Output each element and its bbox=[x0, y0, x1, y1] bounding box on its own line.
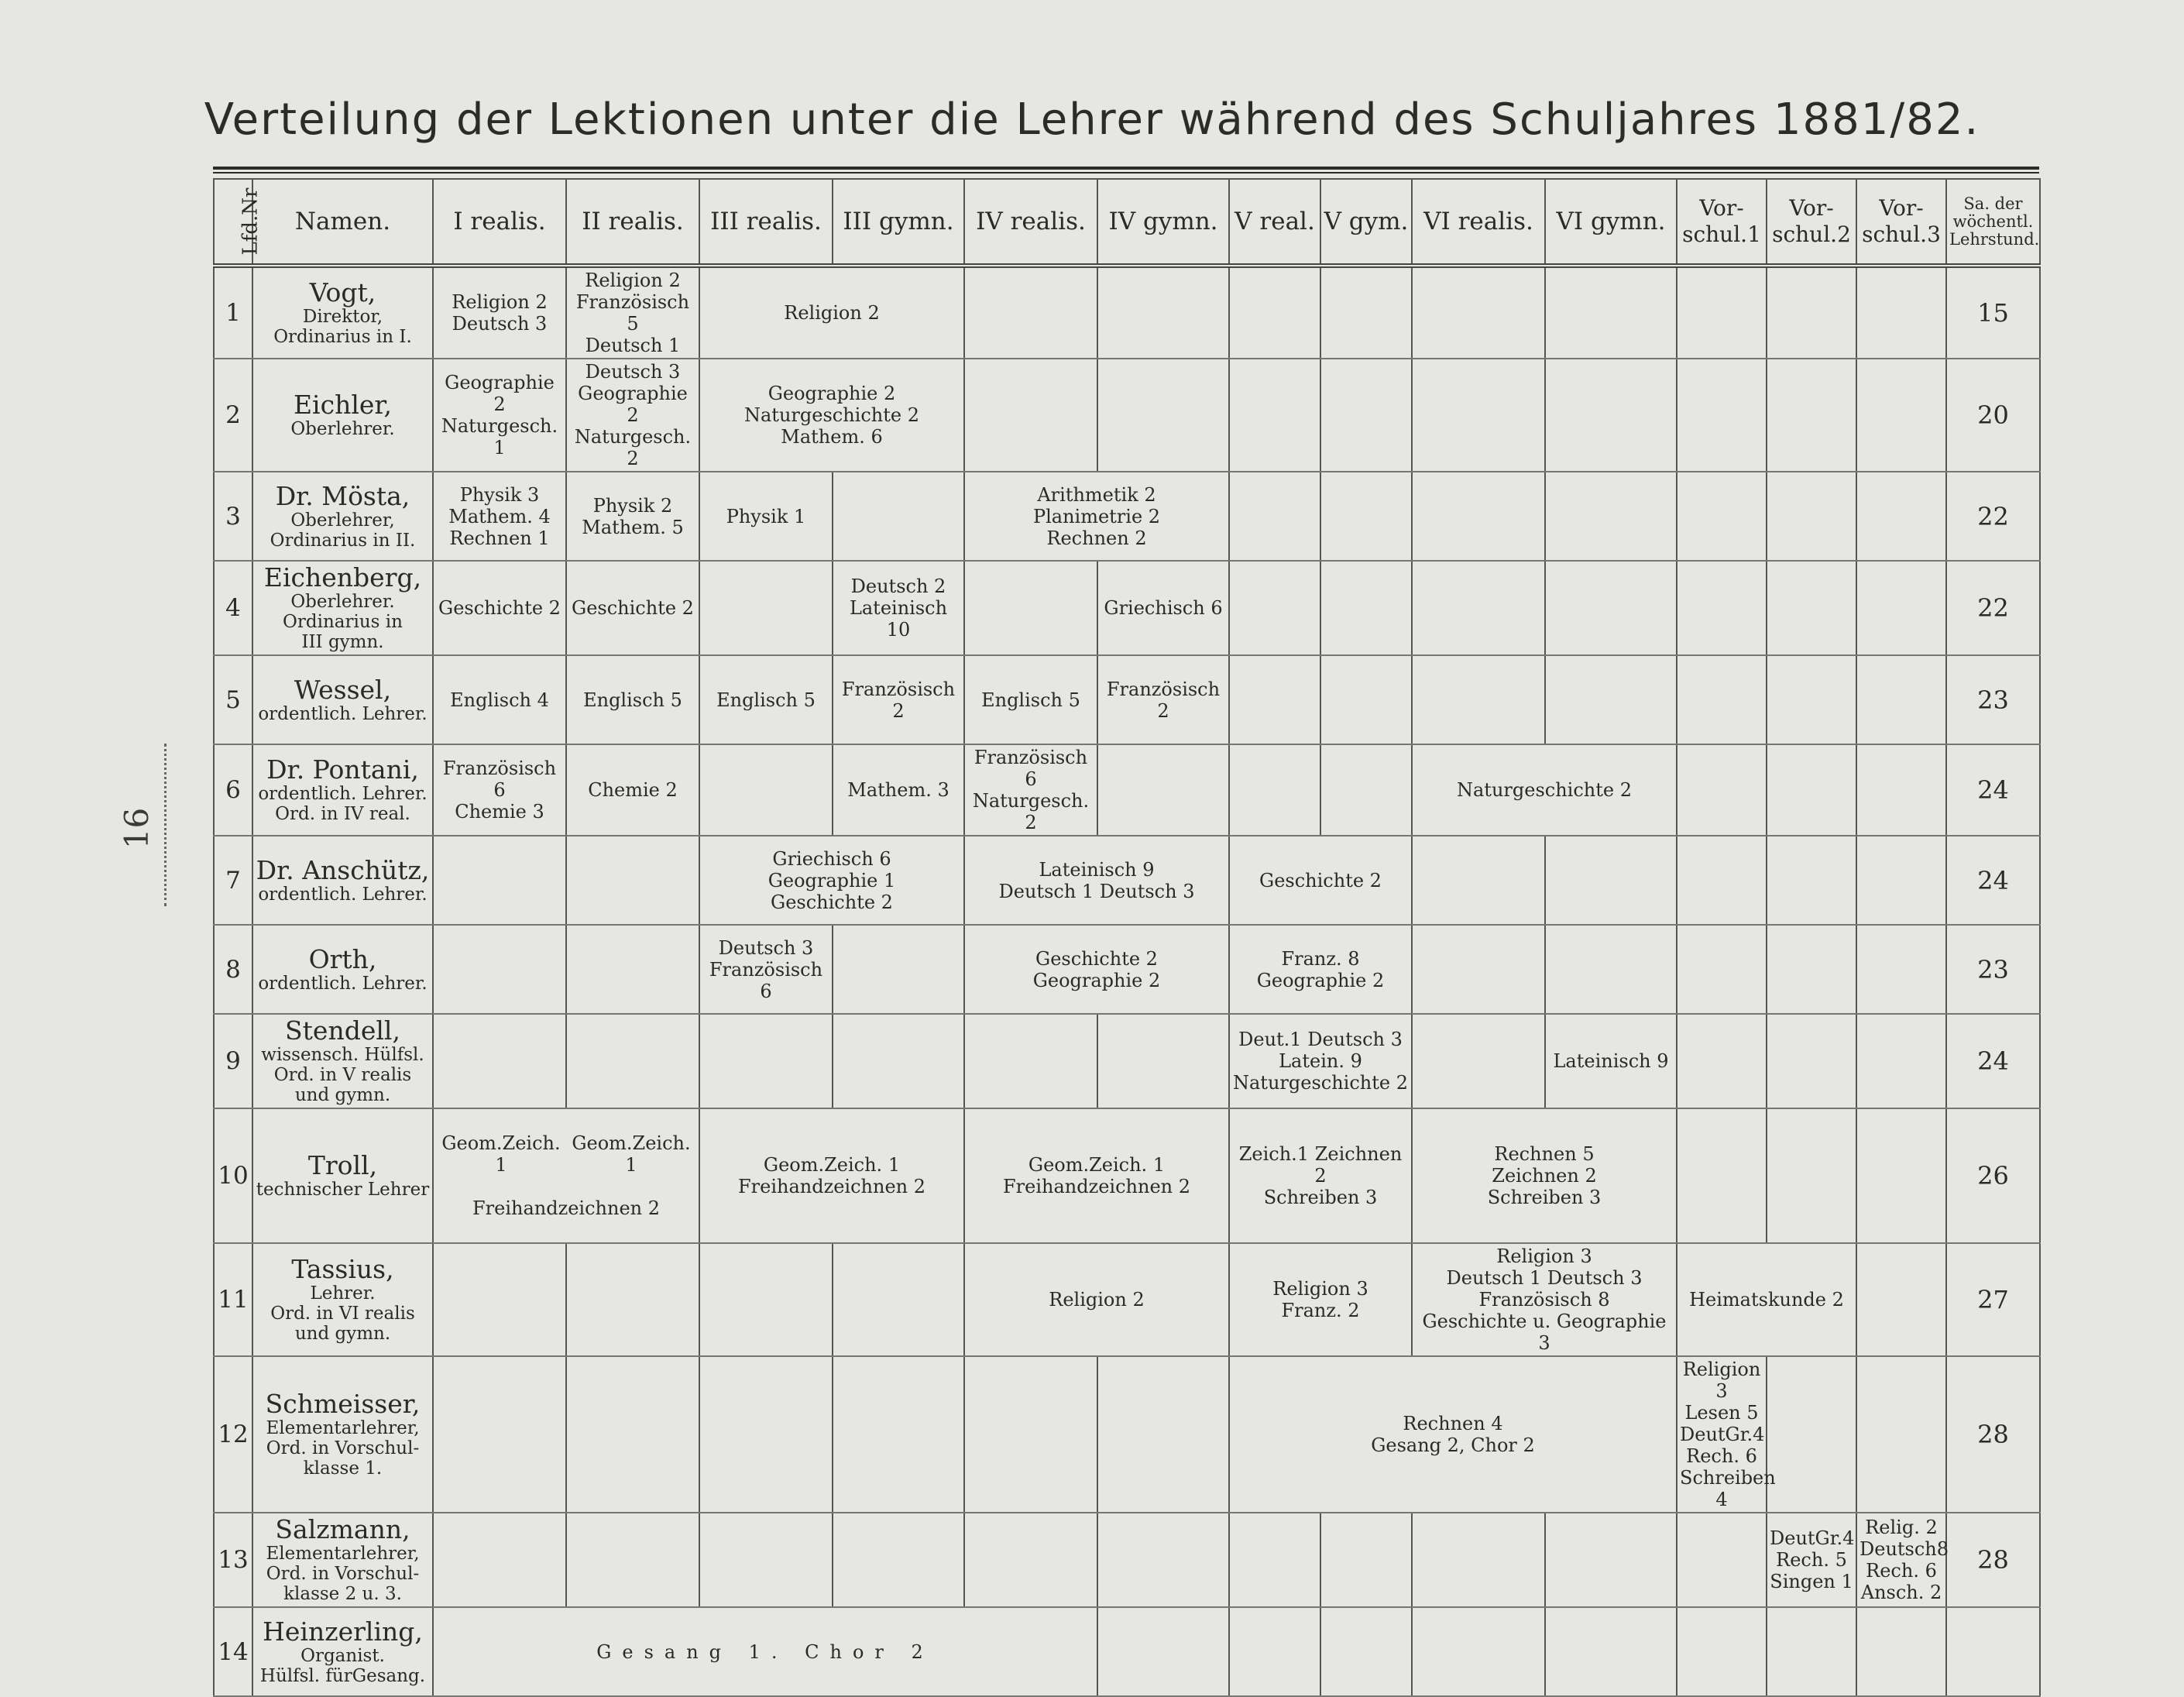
cell-iii-gymn: Mathem. 3 bbox=[833, 744, 964, 836]
teacher-desc: Oberlehrer. Ordinarius in III gymn. bbox=[283, 592, 403, 652]
cell-empty bbox=[1856, 561, 1946, 655]
cell-empty bbox=[1229, 561, 1320, 655]
cell-empty bbox=[1677, 561, 1767, 655]
cell-empty bbox=[1767, 655, 1856, 744]
cell-empty bbox=[1767, 472, 1856, 561]
cell-empty bbox=[833, 1513, 964, 1607]
cell-empty bbox=[566, 925, 699, 1014]
cell-empty bbox=[1412, 1513, 1545, 1607]
row-number: 4 bbox=[214, 561, 252, 655]
margin-ornament bbox=[164, 744, 173, 906]
teacher-cell bbox=[252, 744, 433, 836]
col-header-namen: Namen. bbox=[252, 179, 433, 266]
cell-vorschul1: Religion 3 Lesen 5 DeutGr.4 Rech. 6 Schreiben 4 bbox=[1677, 1356, 1767, 1513]
teacher-desc: ordentlich. Lehrer. bbox=[258, 703, 428, 724]
cell-empty bbox=[699, 1356, 833, 1513]
cell-empty bbox=[833, 1243, 964, 1356]
cell-ii-realis: Geom.Zeich. 1 bbox=[572, 1132, 691, 1176]
cell-empty bbox=[1412, 359, 1545, 472]
col-header-v-gym: V gym. bbox=[1320, 179, 1412, 266]
cell-empty bbox=[1229, 744, 1320, 836]
total-hours: 22 bbox=[1946, 561, 2040, 655]
total-hours: 20 bbox=[1946, 359, 2040, 472]
row-number: 3 bbox=[214, 472, 252, 561]
teacher-name: Troll, bbox=[307, 1150, 378, 1180]
col-header-i-realis: I realis. bbox=[433, 179, 566, 266]
cell-empty bbox=[566, 836, 699, 925]
cell-empty bbox=[1856, 1356, 1946, 1513]
col-header-summe: Sa. der wöchentl. Lehrstund. bbox=[1946, 179, 2040, 266]
table-row bbox=[214, 266, 2040, 359]
cell-empty bbox=[1767, 266, 1856, 359]
cell-empty bbox=[433, 1356, 566, 1513]
cell-vorschul3: Relig. 2 Deutsch8 Rech. 6 Ansch. 2 bbox=[1856, 1513, 1946, 1607]
cell-empty bbox=[1229, 1513, 1320, 1607]
table-row bbox=[214, 1014, 2040, 1108]
cell-ii-realis: Physik 2 Mathem. 5 bbox=[566, 472, 699, 561]
teacher-desc: Oberlehrer, Ordinarius in II. bbox=[270, 510, 416, 551]
teacher-cell bbox=[252, 836, 433, 925]
cell-empty bbox=[1320, 266, 1412, 359]
teacher-name: Eichler, bbox=[293, 390, 393, 420]
teacher-desc: Direktor, Ordinarius in I. bbox=[273, 307, 412, 347]
row-number: 10 bbox=[214, 1108, 252, 1243]
col-header-vorschul2: Vor- schul.2 bbox=[1767, 179, 1856, 266]
cell-empty bbox=[699, 561, 833, 655]
cell-empty bbox=[1767, 359, 1856, 472]
freihand-shared: Freihandzeichnen 2 bbox=[472, 1197, 661, 1219]
cell-empty bbox=[1412, 1014, 1545, 1108]
cell-empty bbox=[1229, 359, 1320, 472]
teacher-desc: ordentlich. Lehrer. bbox=[258, 884, 428, 905]
teacher-cell bbox=[252, 1607, 433, 1696]
teacher-name: Dr. Pontani, bbox=[266, 754, 419, 785]
cell-empty bbox=[1097, 1607, 1229, 1696]
cell-empty bbox=[1677, 1513, 1767, 1607]
cell-ii-realis: Englisch 5 bbox=[566, 655, 699, 744]
teacher-desc: Oberlehrer. bbox=[290, 419, 395, 439]
total-hours: 24 bbox=[1946, 836, 2040, 925]
cell-empty bbox=[1097, 1356, 1229, 1513]
table-row bbox=[214, 561, 2040, 655]
page-title: Verteilung der Lektionen unter die Lehrer während des Schuljahres 1881/82. bbox=[204, 94, 1980, 145]
cell-empty bbox=[1412, 655, 1545, 744]
cell-empty bbox=[1677, 1607, 1767, 1696]
cell-empty bbox=[1097, 1014, 1229, 1108]
cell-empty bbox=[833, 1356, 964, 1513]
row-number: 13 bbox=[214, 1513, 252, 1607]
cell-v: Deut.1 Deutsch 3 Latein. 9 Naturgeschichte 2 bbox=[1229, 1014, 1412, 1108]
teacher-cell bbox=[252, 655, 433, 744]
cell-empty bbox=[1545, 359, 1677, 472]
cell-i-realis: Religion 2 Deutsch 3 bbox=[433, 266, 566, 359]
cell-iv-realis: Englisch 5 bbox=[964, 655, 1097, 744]
table-row bbox=[214, 1356, 2040, 1513]
cell-empty bbox=[1320, 744, 1412, 836]
cell-empty bbox=[1767, 744, 1856, 836]
cell-empty bbox=[1767, 1108, 1856, 1243]
table-row bbox=[214, 655, 2040, 744]
page-number: 16 bbox=[118, 807, 156, 850]
teacher-desc: wissensch. Hülfsl. Ord. in V realis und gymn. bbox=[261, 1045, 424, 1105]
row-number: 9 bbox=[214, 1014, 252, 1108]
cell-i-realis: Physik 3 Mathem. 4 Rechnen 1 bbox=[433, 472, 566, 561]
table-row bbox=[214, 1513, 2040, 1607]
teacher-name: Wessel, bbox=[294, 674, 392, 705]
cell-empty bbox=[1412, 1607, 1545, 1696]
cell-empty bbox=[964, 1014, 1097, 1108]
cell-empty bbox=[699, 1243, 833, 1356]
cell-empty bbox=[1320, 1607, 1412, 1696]
cell-empty bbox=[1229, 266, 1320, 359]
cell-i-realis: Englisch 4 bbox=[433, 655, 566, 744]
cell-empty bbox=[566, 1014, 699, 1108]
cell-empty bbox=[964, 561, 1097, 655]
row-number: 5 bbox=[214, 655, 252, 744]
cell-empty bbox=[833, 1014, 964, 1108]
cell-empty bbox=[1545, 561, 1677, 655]
total-hours: 23 bbox=[1946, 655, 2040, 744]
cell-v: Religion 3 Franz. 2 bbox=[1229, 1243, 1412, 1356]
cell-empty bbox=[833, 472, 964, 561]
teacher-cell bbox=[252, 472, 433, 561]
geom-row bbox=[436, 1132, 696, 1176]
cell-empty bbox=[1767, 1356, 1856, 1513]
teacher-cell bbox=[252, 1513, 433, 1607]
cell-empty bbox=[1856, 1014, 1946, 1108]
cell-empty bbox=[1767, 1607, 1856, 1696]
table-row bbox=[214, 925, 2040, 1014]
cell-empty bbox=[1677, 925, 1767, 1014]
teacher-desc: Organist. Hülfsl. fürGesang. bbox=[259, 1645, 426, 1686]
cell-vi: Rechnen 5 Zeichnen 2 Schreiben 3 bbox=[1412, 1108, 1677, 1243]
cell-empty bbox=[1767, 1014, 1856, 1108]
total-hours: 26 bbox=[1946, 1108, 2040, 1243]
cell-empty bbox=[1320, 1513, 1412, 1607]
col-header-vi-gymn: VI gymn. bbox=[1545, 179, 1677, 266]
cell-empty bbox=[1545, 1513, 1677, 1607]
cell-empty bbox=[964, 1356, 1097, 1513]
cell-i-realis: Geschichte 2 bbox=[433, 561, 566, 655]
teacher-desc: technischer Lehrer bbox=[256, 1180, 430, 1200]
cell-empty bbox=[1677, 655, 1767, 744]
cell-ii-realis: Religion 2 Französisch 5 Deutsch 1 bbox=[566, 266, 699, 359]
cell-empty bbox=[1097, 266, 1229, 359]
teacher-cell bbox=[252, 1356, 433, 1513]
cell-v: Zeich.1 Zeichnen 2 Schreiben 3 bbox=[1229, 1108, 1412, 1243]
row-number: 11 bbox=[214, 1243, 252, 1356]
col-header-iii-realis: III realis. bbox=[699, 179, 833, 266]
teacher-name: Vogt, bbox=[309, 277, 376, 307]
col-header-v-real: V real. bbox=[1229, 179, 1320, 266]
teacher-cell bbox=[252, 561, 433, 655]
cell-i-realis: Geographie 2 Naturgesch. 1 bbox=[433, 359, 566, 472]
cell-iii-realis: Englisch 5 bbox=[699, 655, 833, 744]
cell-iv-realis: Französisch 6 Naturgesch. 2 bbox=[964, 744, 1097, 836]
cell-i-ii-realis bbox=[433, 1108, 699, 1243]
cell-iii-gymn: Deutsch 2 Lateinisch 10 bbox=[833, 561, 964, 655]
teacher-name: Stendell, bbox=[285, 1015, 400, 1046]
cell-empty bbox=[1097, 744, 1229, 836]
cell-empty bbox=[1856, 1108, 1946, 1243]
table-row bbox=[214, 1243, 2040, 1356]
cell-empty bbox=[1856, 744, 1946, 836]
cell-iv: Religion 2 bbox=[964, 1243, 1229, 1356]
cell-vi: Naturgeschichte 2 bbox=[1412, 744, 1677, 836]
teacher-desc: Lehrer. Ord. in VI realis und gymn. bbox=[270, 1283, 415, 1344]
top-rule bbox=[213, 167, 2039, 170]
cell-empty bbox=[1677, 472, 1767, 561]
row-number: 14 bbox=[214, 1607, 252, 1696]
cell-empty bbox=[1677, 1014, 1767, 1108]
cell-i-realis: Französisch 6 Chemie 3 bbox=[433, 744, 566, 836]
table-row bbox=[214, 744, 2040, 836]
cell-empty bbox=[1767, 561, 1856, 655]
total-hours: 23 bbox=[1946, 925, 2040, 1014]
teacher-desc: Elementarlehrer, Ord. in Vorschul- klasse 1. bbox=[266, 1418, 420, 1479]
cell-empty bbox=[1320, 472, 1412, 561]
cell-empty bbox=[1856, 1243, 1946, 1356]
teacher-name: Schmeisser, bbox=[265, 1389, 421, 1419]
cell-empty bbox=[1229, 472, 1320, 561]
teacher-name: Dr. Mösta, bbox=[275, 480, 410, 511]
table-row bbox=[214, 1607, 2040, 1696]
total-hours bbox=[1946, 1607, 2040, 1696]
teacher-cell bbox=[252, 359, 433, 472]
cell-vi-gymn: Lateinisch 9 bbox=[1545, 1014, 1677, 1108]
cell-empty bbox=[1412, 266, 1545, 359]
lesson-distribution-table bbox=[213, 178, 2041, 1697]
cell-empty bbox=[1097, 1513, 1229, 1607]
cell-vorschul2: DeutGr.4 Rech. 5 Singen 1 bbox=[1767, 1513, 1856, 1607]
total-hours: 22 bbox=[1946, 472, 2040, 561]
total-hours: 28 bbox=[1946, 1356, 2040, 1513]
row-number: 2 bbox=[214, 359, 252, 472]
cell-empty bbox=[1545, 925, 1677, 1014]
cell-ii-realis: Chemie 2 bbox=[566, 744, 699, 836]
cell-empty bbox=[964, 266, 1097, 359]
cell-empty bbox=[1677, 1108, 1767, 1243]
cell-empty bbox=[1856, 359, 1946, 472]
row-number: 8 bbox=[214, 925, 252, 1014]
cell-empty bbox=[964, 1513, 1097, 1607]
cell-iv-gymn: Griechisch 6 bbox=[1097, 561, 1229, 655]
row-number: 1 bbox=[214, 266, 252, 359]
total-hours: 28 bbox=[1946, 1513, 2040, 1607]
col-header-iii-gymn: III gymn. bbox=[833, 179, 964, 266]
cell-empty bbox=[1856, 472, 1946, 561]
cell-empty bbox=[1545, 655, 1677, 744]
cell-iii: Geographie 2 Naturgeschichte 2 Mathem. 6 bbox=[699, 359, 964, 472]
cell-iv-gymn: Französisch 2 bbox=[1097, 655, 1229, 744]
table-row bbox=[214, 836, 2040, 925]
cell-empty bbox=[1856, 655, 1946, 744]
teacher-name: Heinzerling, bbox=[263, 1616, 423, 1647]
teacher-cell bbox=[252, 1014, 433, 1108]
col-header-vi-realis: VI realis. bbox=[1412, 179, 1545, 266]
total-hours: 24 bbox=[1946, 744, 2040, 836]
teacher-name: Dr. Anschütz, bbox=[256, 854, 430, 885]
top-rule-thin bbox=[213, 172, 2039, 173]
cell-iv: Geschichte 2 Geographie 2 bbox=[964, 925, 1229, 1014]
cell-iii-realis: Deutsch 3 Französisch 6 bbox=[699, 925, 833, 1014]
cell-iv: Lateinisch 9 Deutsch 1 Deutsch 3 bbox=[964, 836, 1229, 925]
col-header-iv-gymn: IV gymn. bbox=[1097, 179, 1229, 266]
cell-iii: Griechisch 6 Geographie 1 Geschichte 2 bbox=[699, 836, 964, 925]
table-row bbox=[214, 1108, 2040, 1243]
cell-empty bbox=[1677, 266, 1767, 359]
cell-empty bbox=[566, 1513, 699, 1607]
cell-empty bbox=[1677, 836, 1767, 925]
cell-empty bbox=[433, 925, 566, 1014]
cell-v: Franz. 8 Geographie 2 bbox=[1229, 925, 1412, 1014]
cell-empty bbox=[433, 1243, 566, 1356]
col-header-ii-realis: II realis. bbox=[566, 179, 699, 266]
cell-empty bbox=[1767, 836, 1856, 925]
cell-empty bbox=[1545, 472, 1677, 561]
teacher-name: Tassius, bbox=[291, 1254, 394, 1284]
teacher-name: Salzmann, bbox=[275, 1514, 410, 1544]
cell-empty bbox=[1856, 266, 1946, 359]
cell-v-vi: Rechnen 4 Gesang 2, Chor 2 bbox=[1229, 1356, 1677, 1513]
cell-empty bbox=[1412, 561, 1545, 655]
cell-empty bbox=[699, 744, 833, 836]
row-number: 6 bbox=[214, 744, 252, 836]
cell-empty bbox=[1856, 1607, 1946, 1696]
total-hours: 24 bbox=[1946, 1014, 2040, 1108]
cell-i-realis: Geom.Zeich. 1 bbox=[441, 1132, 561, 1176]
cell-empty bbox=[1856, 836, 1946, 925]
cell-v: Geschichte 2 bbox=[1229, 836, 1412, 925]
cell-empty bbox=[433, 1014, 566, 1108]
cell-vorschul: Heimatskunde 2 bbox=[1677, 1243, 1856, 1356]
table-row bbox=[214, 359, 2040, 472]
cell-iii: Religion 2 bbox=[699, 266, 964, 359]
cell-iii-gymn: Französisch 2 bbox=[833, 655, 964, 744]
cell-empty bbox=[1229, 1607, 1320, 1696]
cell-iii-realis: Physik 1 bbox=[699, 472, 833, 561]
cell-empty bbox=[1412, 925, 1545, 1014]
cell-empty bbox=[1545, 836, 1677, 925]
total-hours: 27 bbox=[1946, 1243, 2040, 1356]
cell-iii: Geom.Zeich. 1 Freihandzeichnen 2 bbox=[699, 1108, 964, 1243]
total-hours: 15 bbox=[1946, 266, 2040, 359]
teacher-name: Orth, bbox=[308, 943, 377, 974]
cell-empty bbox=[566, 1356, 699, 1513]
cell-empty bbox=[1320, 655, 1412, 744]
cell-empty bbox=[1677, 744, 1767, 836]
cell-empty bbox=[699, 1014, 833, 1108]
cell-vi: Religion 3 Deutsch 1 Deutsch 3 Französisch 8 Geschichte u. Geographie 3 bbox=[1412, 1243, 1677, 1356]
cell-ii-realis: Deutsch 3 Geographie 2 Naturgesch. 2 bbox=[566, 359, 699, 472]
teacher-cell bbox=[252, 266, 433, 359]
col-header-iv-realis: IV realis. bbox=[964, 179, 1097, 266]
col-header-vorschul1: Vor- schul.1 bbox=[1677, 179, 1767, 266]
row-number: 12 bbox=[214, 1356, 252, 1513]
cell-empty bbox=[833, 925, 964, 1014]
cell-empty bbox=[964, 359, 1097, 472]
cell-empty bbox=[433, 1513, 566, 1607]
teacher-desc: ordentlich. Lehrer. Ord. in IV real. bbox=[258, 784, 428, 824]
teacher-cell bbox=[252, 925, 433, 1014]
cell-empty bbox=[699, 1513, 833, 1607]
cell-iv: Geom.Zeich. 1 Freihandzeichnen 2 bbox=[964, 1108, 1229, 1243]
table-row bbox=[214, 472, 2040, 561]
cell-empty bbox=[1545, 1607, 1677, 1696]
cell-empty bbox=[433, 836, 566, 925]
teacher-name: Eichenberg, bbox=[263, 562, 422, 593]
teacher-desc: Elementarlehrer, Ord. in Vorschul- klasse 2 u. 3. bbox=[266, 1544, 420, 1604]
cell-empty bbox=[566, 1243, 699, 1356]
cell-empty bbox=[1412, 472, 1545, 561]
teacher-desc: ordentlich. Lehrer. bbox=[258, 973, 428, 994]
cell-empty bbox=[1677, 359, 1767, 472]
cell-gesang: Gesang 1. Chor 2 bbox=[433, 1607, 1097, 1696]
cell-empty bbox=[1320, 359, 1412, 472]
header-row bbox=[214, 179, 2040, 266]
cell-iv: Arithmetik 2 Planimetrie 2 Rechnen 2 bbox=[964, 472, 1229, 561]
cell-empty bbox=[1229, 655, 1320, 744]
teacher-cell bbox=[252, 1243, 433, 1356]
cell-empty bbox=[1412, 836, 1545, 925]
cell-empty bbox=[1097, 359, 1229, 472]
teacher-cell bbox=[252, 1108, 433, 1243]
cell-empty bbox=[1856, 925, 1946, 1014]
cell-empty bbox=[1767, 925, 1856, 1014]
col-header-lfd: Lfd.Nr bbox=[214, 179, 252, 266]
row-number: 7 bbox=[214, 836, 252, 925]
col-header-vorschul3: Vor- schul.3 bbox=[1856, 179, 1946, 266]
cell-ii-realis: Geschichte 2 bbox=[566, 561, 699, 655]
cell-empty bbox=[1320, 561, 1412, 655]
cell-empty bbox=[1545, 266, 1677, 359]
